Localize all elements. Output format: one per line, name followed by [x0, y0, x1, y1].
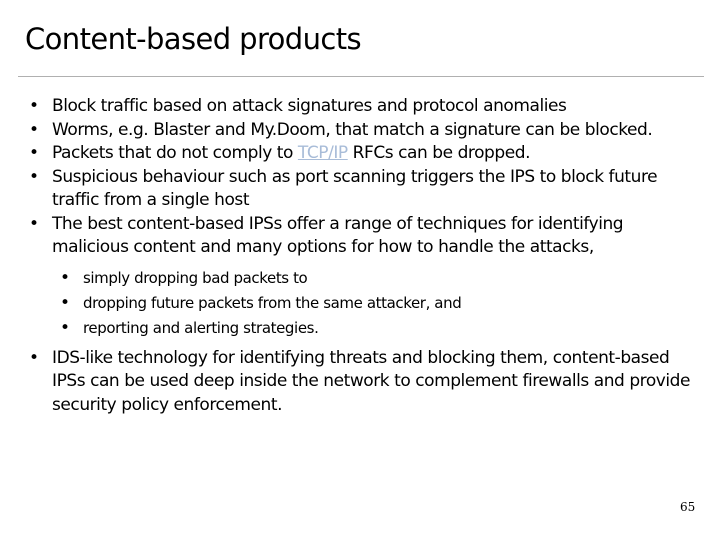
bullet-item: [29, 95, 699, 119]
bullet-item: [29, 166, 699, 213]
bullet-dot-icon: •: [29, 143, 39, 163]
bullet-list: [29, 95, 699, 417]
bullet-item: [29, 142, 699, 166]
sub-bullet-list: [52, 266, 699, 341]
bullet-item: [29, 119, 699, 143]
sub-bullet-dot-icon: •: [60, 317, 70, 338]
bullet-text: IDS-like technology for identifying threats and blocking them, content-based IPSs can be used deep inside the network to complement firewalls and provide security policy enforcement.: [52, 347, 691, 415]
bullet-item: [29, 213, 699, 341]
title-divider: [18, 76, 704, 77]
bullet-text-after-link: RFCs can be dropped.: [347, 143, 531, 163]
tcp-ip-link[interactable]: TCP/IP: [297, 143, 348, 163]
bullet-text: The best content-based IPSs offer a range of techniques for identifying malicious content and many options for how to handle the attacks,: [52, 213, 624, 257]
bullet-dot-icon: •: [29, 119, 39, 140]
bullet-text-before-link: Packets that do not comply to: [52, 143, 298, 163]
sub-bullet-text: simply dropping bad packets to: [83, 268, 308, 287]
sub-bullet-text: dropping future packets from the same attacker, and: [83, 293, 462, 312]
bullet-item: [29, 347, 699, 418]
bullet-dot-icon: •: [29, 347, 39, 368]
page-number: 65: [680, 500, 696, 514]
sub-bullet-text: reporting and alerting strategies.: [83, 318, 319, 337]
bullet-text: Block traffic based on attack signatures and protocol anomalies: [52, 96, 567, 116]
sub-bullet-item: [60, 291, 699, 316]
bullet-text: Worms, e.g. Blaster and My.Doom, that match a signature can be blocked.: [52, 119, 653, 140]
sub-bullet-dot-icon: •: [60, 267, 70, 288]
sub-bullet-item: [60, 316, 699, 341]
bullet-text: Suspicious behaviour such as port scanning triggers the IPS to block future traffic from a single host: [52, 166, 658, 210]
bullet-dot-icon: •: [29, 96, 39, 116]
sub-bullet-item: [60, 266, 699, 291]
sub-bullet-dot-icon: •: [60, 292, 70, 313]
bullet-dot-icon: •: [29, 213, 39, 234]
slide-title: Content-based products: [25, 22, 362, 56]
bullet-dot-icon: •: [29, 166, 39, 187]
